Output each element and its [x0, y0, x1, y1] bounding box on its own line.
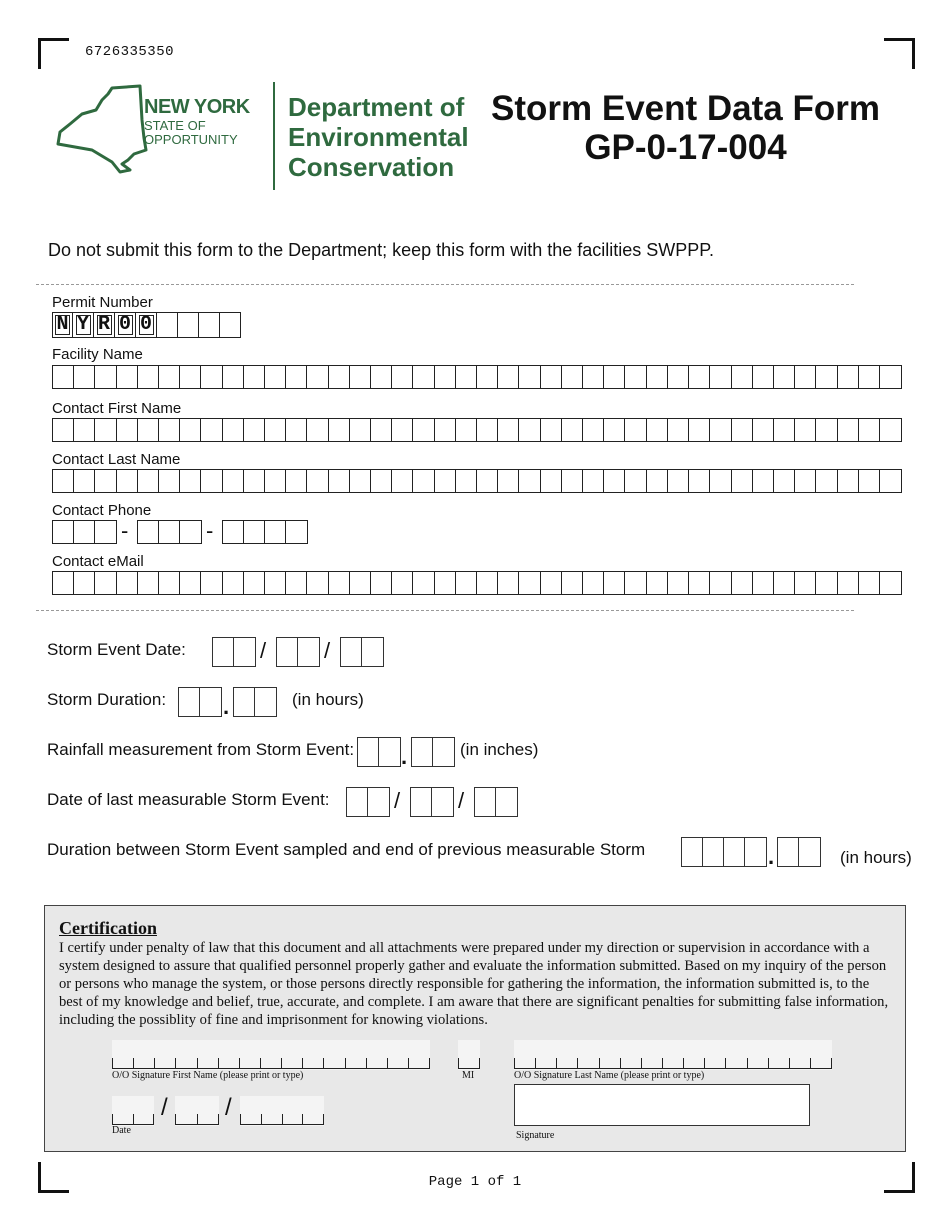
- character-cell[interactable]: [859, 419, 880, 441]
- character-cell[interactable]: [159, 419, 180, 441]
- contact-last-name-label: Contact Last Name: [52, 451, 181, 468]
- phone-exchange-field[interactable]: [137, 520, 202, 544]
- character-cell[interactable]: [223, 572, 244, 594]
- character-cell[interactable]: [859, 366, 880, 388]
- character-cell[interactable]: [53, 419, 74, 441]
- contact-email-field[interactable]: [52, 571, 902, 595]
- character-cell[interactable]: [138, 366, 159, 388]
- character-cell[interactable]: [795, 366, 816, 388]
- facility-name-label: Facility Name: [52, 346, 143, 363]
- permit-digit-box[interactable]: [199, 312, 220, 338]
- character-cell[interactable]: [286, 366, 307, 388]
- character-cell[interactable]: [689, 419, 710, 441]
- character-cell[interactable]: [689, 572, 710, 594]
- character-cell[interactable]: [625, 470, 646, 492]
- character-cell[interactable]: [668, 366, 689, 388]
- character-cell[interactable]: [689, 366, 710, 388]
- character-cell[interactable]: [838, 366, 859, 388]
- contact-last-name-field[interactable]: [52, 469, 902, 493]
- last-storm-year-field[interactable]: [474, 787, 518, 817]
- permit-prefix-box: Y: [73, 312, 94, 338]
- character-cell[interactable]: [498, 366, 519, 388]
- storm-duration-label: Storm Duration:: [47, 690, 167, 709]
- character-cell[interactable]: [117, 470, 138, 492]
- last-name-label: O/O Signature Last Name (please print or type): [514, 1070, 705, 1081]
- character-cell[interactable]: [244, 419, 265, 441]
- character-cell[interactable]: [753, 419, 774, 441]
- date-slash: /: [161, 1094, 168, 1121]
- character-cell[interactable]: [498, 470, 519, 492]
- character-cell[interactable]: [265, 572, 286, 594]
- character-cell[interactable]: [583, 572, 604, 594]
- character-cell[interactable]: [53, 366, 74, 388]
- character-cell[interactable]: [244, 366, 265, 388]
- character-cell[interactable]: [710, 572, 731, 594]
- character-cell[interactable]: [286, 419, 307, 441]
- certification-heading: Certification: [59, 918, 157, 938]
- department-name: [288, 92, 469, 182]
- character-cell[interactable]: [541, 572, 562, 594]
- corner-mark-top-right: [884, 38, 915, 69]
- character-cell[interactable]: [583, 470, 604, 492]
- character-cell[interactable]: [350, 419, 371, 441]
- divider-top: [36, 284, 854, 285]
- character-cell[interactable]: [604, 366, 625, 388]
- character-cell[interactable]: [435, 366, 456, 388]
- character-cell[interactable]: [541, 419, 562, 441]
- mi-label: MI: [462, 1070, 475, 1081]
- date-slash: /: [458, 788, 465, 813]
- character-cell[interactable]: [74, 470, 95, 492]
- character-cell[interactable]: [562, 572, 583, 594]
- page-number: Page 1 of 1: [428, 1174, 522, 1190]
- character-cell[interactable]: [795, 572, 816, 594]
- character-cell[interactable]: [180, 470, 201, 492]
- character-cell[interactable]: [647, 366, 668, 388]
- character-cell[interactable]: [138, 572, 159, 594]
- character-cell[interactable]: [456, 572, 477, 594]
- phone-line-number-field[interactable]: [222, 520, 308, 544]
- date-slash: /: [225, 1094, 232, 1121]
- character-cell[interactable]: [74, 419, 95, 441]
- character-cell[interactable]: [53, 572, 74, 594]
- date-slash: /: [260, 638, 267, 663]
- character-cell[interactable]: [350, 572, 371, 594]
- permit-digit-box[interactable]: [157, 312, 178, 338]
- character-cell[interactable]: [647, 470, 668, 492]
- department-line-2: Environmental: [288, 122, 469, 152]
- last-storm-date-label: Date of last measurable Storm Event:: [47, 790, 330, 809]
- form-title: Storm Event Data Form: [491, 89, 880, 128]
- character-cell[interactable]: [753, 366, 774, 388]
- rainfall-label: Rainfall measurement from Storm Event:: [47, 740, 355, 759]
- character-cell[interactable]: [477, 572, 498, 594]
- character-cell[interactable]: [435, 470, 456, 492]
- character-cell[interactable]: [435, 572, 456, 594]
- character-cell[interactable]: [795, 470, 816, 492]
- signature-box[interactable]: [514, 1084, 810, 1126]
- character-cell[interactable]: [647, 572, 668, 594]
- character-cell[interactable]: [201, 419, 222, 441]
- character-cell[interactable]: [816, 572, 837, 594]
- character-cell[interactable]: [710, 470, 731, 492]
- character-cell[interactable]: [138, 470, 159, 492]
- character-cell[interactable]: [604, 419, 625, 441]
- character-cell[interactable]: [625, 572, 646, 594]
- character-cell[interactable]: [159, 572, 180, 594]
- character-cell[interactable]: [265, 470, 286, 492]
- character-cell[interactable]: [583, 419, 604, 441]
- character-cell[interactable]: [180, 419, 201, 441]
- character-cell[interactable]: [816, 470, 837, 492]
- storm-event-month-field[interactable]: [212, 637, 256, 667]
- character-cell[interactable]: [604, 470, 625, 492]
- character-cell[interactable]: [562, 366, 583, 388]
- character-cell[interactable]: [753, 470, 774, 492]
- character-cell[interactable]: [625, 419, 646, 441]
- cert-date-month-field[interactable]: [112, 1096, 154, 1126]
- character-cell[interactable]: [350, 470, 371, 492]
- character-cell[interactable]: [117, 419, 138, 441]
- signatory-first-name-field[interactable]: [112, 1040, 430, 1070]
- character-cell[interactable]: [201, 366, 222, 388]
- character-cell[interactable]: [668, 470, 689, 492]
- character-cell[interactable]: [519, 366, 540, 388]
- storm-duration-unit: (in hours): [292, 690, 364, 709]
- character-cell[interactable]: [541, 470, 562, 492]
- facility-name-field[interactable]: [52, 365, 902, 389]
- character-cell[interactable]: [307, 419, 328, 441]
- contact-first-name-label: Contact First Name: [52, 400, 182, 417]
- character-cell[interactable]: [74, 572, 95, 594]
- character-cell[interactable]: [392, 366, 413, 388]
- rainfall-unit: (in inches): [460, 740, 539, 759]
- character-cell[interactable]: [477, 419, 498, 441]
- character-cell[interactable]: [307, 366, 328, 388]
- character-cell[interactable]: [413, 419, 434, 441]
- character-cell[interactable]: [710, 366, 731, 388]
- character-cell[interactable]: [732, 470, 753, 492]
- character-cell[interactable]: [53, 470, 74, 492]
- character-cell[interactable]: [774, 419, 795, 441]
- character-cell[interactable]: [413, 572, 434, 594]
- character-cell[interactable]: [774, 366, 795, 388]
- character-cell[interactable]: [477, 366, 498, 388]
- duration-between-decimal-field[interactable]: [777, 837, 821, 867]
- duration-between-whole-field[interactable]: [681, 837, 767, 867]
- character-cell[interactable]: [880, 470, 901, 492]
- character-cell[interactable]: [604, 572, 625, 594]
- decimal-point: .: [401, 744, 408, 769]
- character-cell[interactable]: [541, 366, 562, 388]
- date-slash: /: [324, 638, 331, 663]
- character-cell[interactable]: [392, 419, 413, 441]
- phone-separator: -: [121, 518, 129, 543]
- rainfall-whole-field[interactable]: [357, 737, 401, 767]
- character-cell[interactable]: [774, 470, 795, 492]
- character-cell[interactable]: [371, 470, 392, 492]
- character-cell[interactable]: [413, 366, 434, 388]
- character-cell[interactable]: [117, 366, 138, 388]
- permit-prefix-box: N: [52, 312, 73, 338]
- character-cell[interactable]: [223, 366, 244, 388]
- character-cell[interactable]: [498, 572, 519, 594]
- certification-text: I certify under penalty of law that this document and all attachments were prepared under my direction or supervision in accordance with a system designed to assure that qualified personnel properly gather and evaluate the information submitted. Based on my inquiry of the person or persons who manage the system, or those persons directly responsible for gathering the information, the information submitted is, to the best of my knowledge and belief, true, accurate, and complete. I am aware that there are significant penalties for submitting false information, including the possiblity of fine and imprisonment for knowing violations.: [59, 940, 889, 1028]
- character-cell[interactable]: [95, 419, 116, 441]
- logo-divider: [273, 82, 275, 190]
- signature-label: Signature: [516, 1130, 555, 1141]
- character-cell[interactable]: [413, 470, 434, 492]
- character-cell[interactable]: [371, 419, 392, 441]
- phone-area-code-field[interactable]: [52, 520, 117, 544]
- permit-number-field[interactable]: [52, 312, 241, 338]
- decimal-point: .: [223, 694, 230, 719]
- notice-text: Do not submit this form to the Department; keep this form with the facilities SWPPP.: [48, 240, 714, 260]
- contact-phone-label: Contact Phone: [52, 502, 152, 519]
- character-cell[interactable]: [732, 419, 753, 441]
- character-cell[interactable]: [307, 572, 328, 594]
- character-cell[interactable]: [859, 470, 880, 492]
- storm-event-year-field[interactable]: [340, 637, 384, 667]
- permit-digit-box[interactable]: [220, 312, 241, 338]
- date-slash: /: [394, 788, 401, 813]
- character-cell[interactable]: [498, 419, 519, 441]
- character-cell[interactable]: [223, 470, 244, 492]
- character-cell[interactable]: [371, 366, 392, 388]
- character-cell[interactable]: [519, 419, 540, 441]
- character-cell[interactable]: [477, 470, 498, 492]
- character-cell[interactable]: [180, 572, 201, 594]
- character-cell[interactable]: [838, 572, 859, 594]
- character-cell[interactable]: [816, 366, 837, 388]
- duration-between-label: Duration between Storm Event sampled and end of previous measurable Storm: [47, 840, 646, 859]
- character-cell[interactable]: [74, 366, 95, 388]
- new-york-state-map-icon: [52, 80, 152, 180]
- character-cell[interactable]: [625, 366, 646, 388]
- character-cell[interactable]: [689, 470, 710, 492]
- rainfall-decimal-field[interactable]: [411, 737, 455, 767]
- character-cell[interactable]: [519, 572, 540, 594]
- character-cell[interactable]: [838, 470, 859, 492]
- logo-line-1: NEW YORK: [144, 96, 250, 118]
- character-cell[interactable]: [286, 572, 307, 594]
- cert-date-year-field[interactable]: [240, 1096, 324, 1126]
- character-cell[interactable]: [838, 419, 859, 441]
- storm-event-date-label: Storm Event Date:: [47, 640, 186, 659]
- divider-middle: [36, 610, 854, 611]
- storm-duration-whole-field[interactable]: [178, 687, 222, 717]
- character-cell[interactable]: [371, 572, 392, 594]
- nys-logo: [52, 80, 267, 180]
- decimal-point: .: [768, 844, 775, 869]
- character-cell[interactable]: [95, 572, 116, 594]
- character-cell[interactable]: [668, 572, 689, 594]
- character-cell[interactable]: [795, 419, 816, 441]
- corner-mark-top-left: [38, 38, 69, 69]
- date-label: Date: [112, 1125, 131, 1136]
- character-cell[interactable]: [329, 419, 350, 441]
- character-cell[interactable]: [435, 419, 456, 441]
- character-cell[interactable]: [223, 419, 244, 441]
- signatory-mi-field[interactable]: [458, 1040, 480, 1070]
- character-cell[interactable]: [286, 470, 307, 492]
- character-cell[interactable]: [201, 572, 222, 594]
- character-cell[interactable]: [95, 366, 116, 388]
- character-cell[interactable]: [456, 470, 477, 492]
- character-cell[interactable]: [159, 366, 180, 388]
- duration-between-unit: (in hours): [840, 848, 912, 867]
- cert-date-day-field[interactable]: [175, 1096, 219, 1126]
- character-cell[interactable]: [95, 470, 116, 492]
- character-cell[interactable]: [201, 470, 222, 492]
- character-cell[interactable]: [753, 572, 774, 594]
- character-cell[interactable]: [244, 572, 265, 594]
- character-cell[interactable]: [519, 470, 540, 492]
- character-cell[interactable]: [774, 572, 795, 594]
- signatory-last-name-field[interactable]: [514, 1040, 832, 1070]
- character-cell[interactable]: [880, 572, 901, 594]
- character-cell[interactable]: [117, 572, 138, 594]
- last-storm-month-field[interactable]: [346, 787, 390, 817]
- character-cell[interactable]: [583, 366, 604, 388]
- contact-first-name-field[interactable]: [52, 418, 902, 442]
- department-line-3: Conservation: [288, 152, 455, 182]
- contact-email-label: Contact eMail: [52, 553, 144, 570]
- character-cell[interactable]: [732, 572, 753, 594]
- character-cell[interactable]: [329, 470, 350, 492]
- permit-prefix-box: 0: [115, 312, 136, 338]
- phone-separator: -: [206, 518, 214, 543]
- storm-event-day-field[interactable]: [276, 637, 320, 667]
- character-cell[interactable]: [307, 470, 328, 492]
- form-code: GP-0-17-004: [584, 128, 787, 167]
- permit-prefix-box: 0: [136, 312, 157, 338]
- first-name-label: O/O Signature First Name (please print or type): [112, 1070, 304, 1081]
- character-cell[interactable]: [456, 419, 477, 441]
- certification-panel: [44, 905, 906, 1152]
- character-cell[interactable]: [880, 419, 901, 441]
- character-cell[interactable]: [880, 366, 901, 388]
- character-cell[interactable]: [816, 419, 837, 441]
- character-cell[interactable]: [265, 419, 286, 441]
- logo-line-2: STATE OF: [144, 118, 206, 133]
- character-cell[interactable]: [329, 572, 350, 594]
- character-cell[interactable]: [710, 419, 731, 441]
- character-cell[interactable]: [562, 470, 583, 492]
- character-cell[interactable]: [647, 419, 668, 441]
- character-cell[interactable]: [859, 572, 880, 594]
- permit-number-label: Permit Number: [52, 294, 153, 311]
- character-cell[interactable]: [265, 366, 286, 388]
- character-cell[interactable]: [329, 366, 350, 388]
- logo-line-3: OPPORTUNITY: [144, 132, 238, 147]
- character-cell[interactable]: [456, 366, 477, 388]
- character-cell[interactable]: [180, 366, 201, 388]
- character-cell[interactable]: [732, 366, 753, 388]
- character-cell[interactable]: [350, 366, 371, 388]
- character-cell[interactable]: [668, 419, 689, 441]
- department-line-1: Department of: [288, 92, 465, 122]
- character-cell[interactable]: [392, 470, 413, 492]
- character-cell[interactable]: [244, 470, 265, 492]
- permit-digit-box[interactable]: [178, 312, 199, 338]
- character-cell[interactable]: [392, 572, 413, 594]
- character-cell[interactable]: [159, 470, 180, 492]
- storm-duration-decimal-field[interactable]: [233, 687, 277, 717]
- document-id: 6726335350: [85, 44, 175, 60]
- character-cell[interactable]: [138, 419, 159, 441]
- permit-prefix-box: R: [94, 312, 115, 338]
- character-cell[interactable]: [562, 419, 583, 441]
- last-storm-day-field[interactable]: [410, 787, 454, 817]
